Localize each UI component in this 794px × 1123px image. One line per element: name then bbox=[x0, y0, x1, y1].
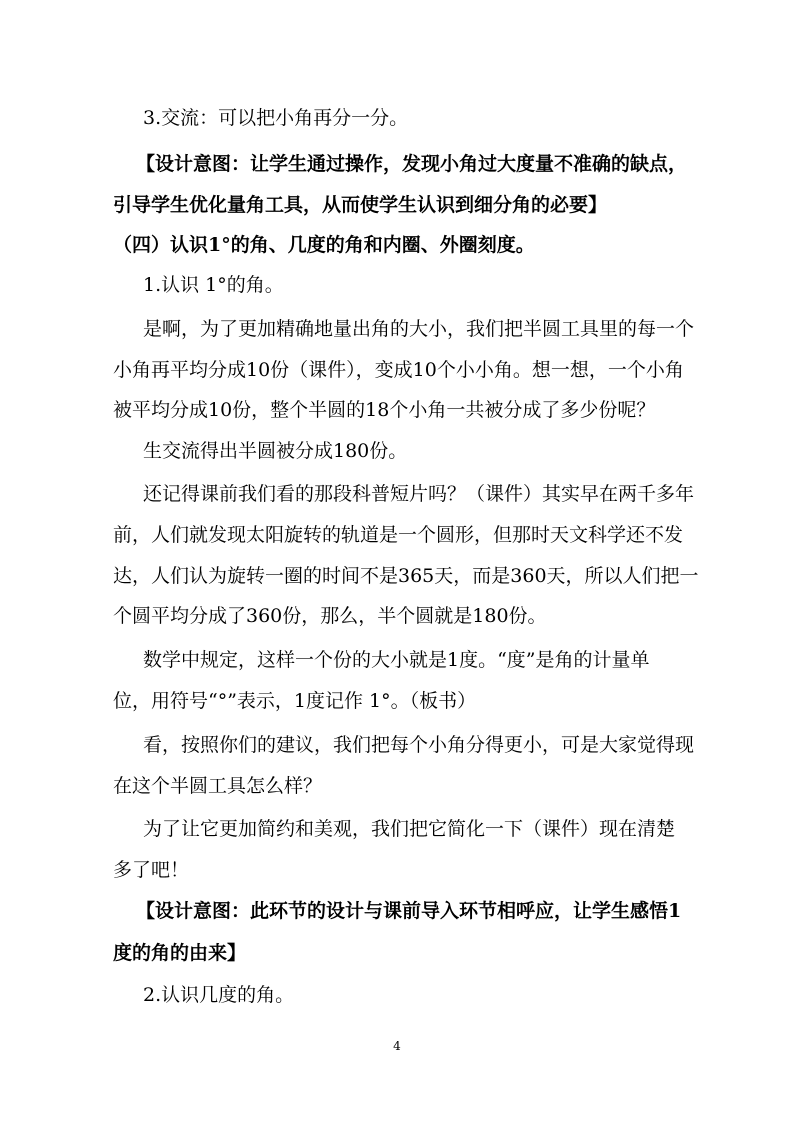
text-line-14: 数学中规定，这样一个份的大小就是1度。“度”是角的计量单 bbox=[143, 649, 650, 671]
text-line-18: 为了让它更加简约和美观，我们把它简化一下（课件）现在清楚 bbox=[143, 818, 676, 840]
design-intent-line-3: 【设计意图：此环节的设计与课前导入环节相呼应，让学生感悟1 bbox=[136, 900, 682, 922]
text-line-15: 位，用符号“°”表示，1度记作 1°。（板书） bbox=[113, 690, 477, 712]
text-line-7: 小角再平均分成10份（课件），变成10个小小角。想一想，一个小角 bbox=[113, 359, 684, 381]
text-line-19: 多了吧！ bbox=[113, 859, 190, 881]
subsection-heading-1: 1.认识 1°的角。 bbox=[143, 274, 284, 296]
page-number: 4 bbox=[393, 1039, 401, 1053]
section-heading: （四）认识1°的角、几度的角和内圈、外圈刻度。 bbox=[113, 234, 535, 256]
text-line-1: 3.交流：可以把小角再分一分。 bbox=[143, 107, 409, 129]
text-line-10: 还记得课前我们看的那段科普短片吗？（课件）其实早在两千多年 bbox=[143, 483, 695, 505]
text-line-11: 前，人们就发现太阳旋转的轨道是一个圆形，但那时天文科学还不发 bbox=[113, 524, 684, 546]
design-intent-line-1: 【设计意图：让学生通过操作，发现小角过大度量不准确的缺点， bbox=[136, 153, 688, 175]
text-line-8: 被平均分成10份，整个半圆的18个小角一共被分成了多少份呢？ bbox=[113, 399, 656, 421]
subsection-heading-2: 2.认识几度的角。 bbox=[143, 984, 295, 1006]
text-line-9: 生交流得出半圆被分成180份。 bbox=[143, 440, 408, 462]
text-line-17: 在这个半圆工具怎么样？ bbox=[113, 775, 323, 797]
design-intent-line-4: 度的角的由来】 bbox=[113, 942, 247, 964]
text-line-12: 达，人们认为旋转一圈的时间不是365天，而是360天，所以人们把一 bbox=[113, 565, 699, 587]
design-intent-line-2: 引导学生优化量角工具，从而使学生认识到细分角的必要】 bbox=[113, 194, 608, 216]
text-line-6: 是啊，为了更加精确地量出角的大小，我们把半圆工具里的每一个 bbox=[143, 318, 695, 340]
text-line-16: 看，按照你们的建议，我们把每个小角分得更小，可是大家觉得现 bbox=[143, 734, 695, 756]
text-line-13: 个圆平均分成了360份，那么，半个圆就是180份。 bbox=[113, 605, 547, 627]
